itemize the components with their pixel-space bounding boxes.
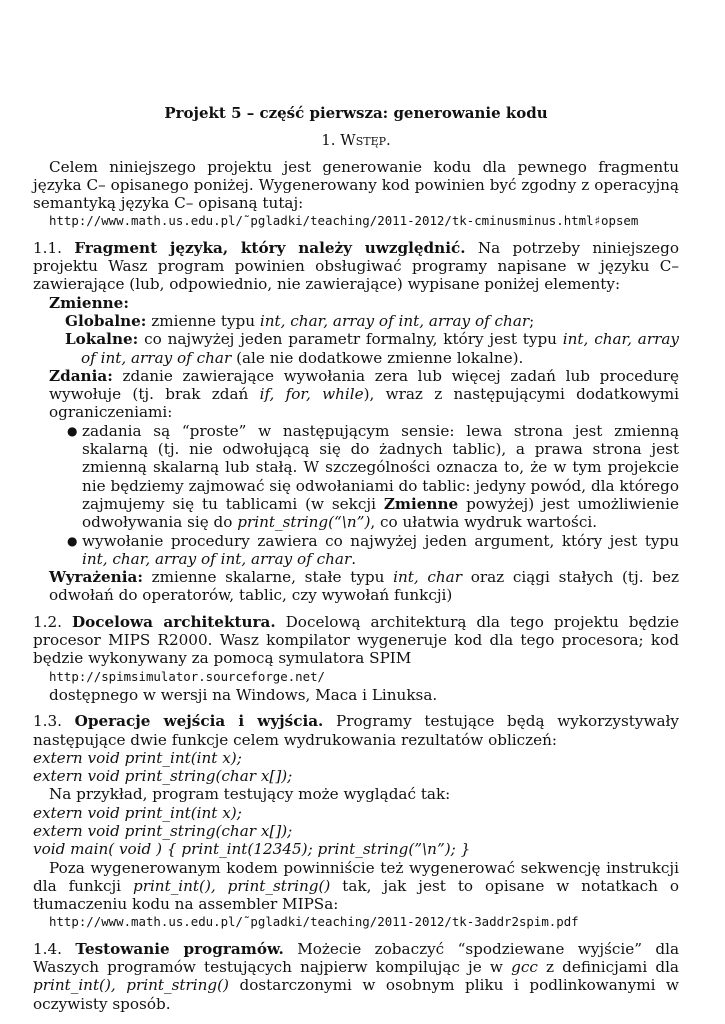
- code-line: void main( void ) { print_int(12345); print_string(”\n”); }: [33, 840, 471, 859]
- function-names: print_int(), print_string(): [33, 976, 229, 995]
- wyrazenia-text: zmienne skalarne, stałe typu: [151, 568, 385, 587]
- subsection-heading: Operacje wejścia i wyjścia.: [74, 712, 324, 731]
- subsection-text: z definicjami dla: [546, 958, 679, 977]
- wyrazenia-text-end: oraz ciągi stałych (tj. bez odwołań do operatorów, tablic, czy wywołań funkcji): [49, 568, 679, 605]
- subsection-number: 1.2.: [33, 612, 62, 631]
- lokalne-text: co najwyżej jeden parametr formalny, który jest typu: [144, 330, 557, 349]
- wyrazenia-item: [33, 568, 679, 605]
- url-3addr2spim: http://www.math.us.edu.pl/˜pgladki/teaching/2011-2012/tk-3addr2spim.pdf: [49, 914, 579, 930]
- bullet-icon: ●: [67, 423, 78, 438]
- zdania-text-end: ), wraz z następującymi dodatkowymi ograniczeniami:: [49, 385, 679, 422]
- bullet-text: wywołanie procedury zawiera co najwyżej jeden argument, który jest typu: [82, 531, 679, 550]
- bullet-text: , co ułatwia wydruk wartości.: [370, 513, 598, 532]
- subsection-heading: Fragment języka, który należy uwzględnić.: [74, 238, 466, 257]
- bullet-text: .: [351, 549, 357, 568]
- globalne-types: int, char, array of int, array of char: [259, 311, 530, 330]
- globalne-end: ;: [529, 311, 535, 330]
- bullet-item: [67, 421, 680, 532]
- section-heading-wstep: [33, 131, 679, 149]
- bullet-bold-ref: Zmienne: [383, 494, 459, 513]
- spim-availability: dostępnego w wersji na Windows, Maca i Linuksa.: [49, 685, 438, 704]
- zdania-item: [33, 367, 679, 422]
- section-name: Wstęp.: [340, 131, 391, 150]
- bullet-item: [67, 531, 679, 569]
- mips-notes-paragraph: [33, 859, 679, 914]
- lokalne-end: (ale nie dodatkowe zmienne lokalne).: [236, 348, 524, 367]
- zdania-bullet-list: [33, 422, 679, 568]
- code-line: extern void print_int(int x);: [33, 748, 242, 767]
- code-line: extern void print_string(char x[]);: [33, 767, 293, 786]
- wyrazenia-types: int, char: [393, 568, 462, 587]
- bullet-types: int, char, array of int, array of char: [82, 549, 352, 568]
- paragraph-text: Poza wygenerowanym kodem powinniście też wygenerować sekwencję instrukcji dla funkcji: [33, 858, 679, 895]
- subsection-text: Programy testujące będą wykorzystywały następujące dwie funkcje celem wydrukowania rezultatów obliczeń:: [33, 712, 680, 749]
- lokalne-item: [33, 330, 679, 367]
- subsection-heading: Testowanie programów.: [75, 939, 284, 958]
- zdania-text: zdanie zawierające wywołania zera lub więcej zadań lub procedurę wywołuje (tj. brak zdań: [49, 366, 679, 404]
- paragraph-text: tak, jak jest to opisane w notatkach o tłumaczeniu kodu na assembler MIPSa:: [33, 876, 680, 914]
- lokalne-label: Lokalne:: [65, 330, 139, 349]
- subsection-text: dostarczonymi w osobnym pliku i podlinkowanymi w oczywisty sposób.: [33, 976, 680, 1013]
- page-title: Projekt 5 – część pierwsza: generowanie kodu: [164, 104, 548, 122]
- code-line: extern void print_string(char x[]);: [33, 821, 293, 840]
- globalne-label: Globalne:: [65, 311, 147, 330]
- wyrazenia-label: Wyrażenia:: [49, 568, 143, 587]
- zmienne-label: Zmienne:: [49, 293, 129, 312]
- url-opsem: http://www.math.us.edu.pl/˜pgladki/teaching/2011-2012/tk-cminusminus.html♯opsem: [49, 213, 639, 229]
- subsection-number: 1.1.: [33, 238, 62, 257]
- globalne-text: zmienne typu: [151, 311, 256, 330]
- subsection-1-1: [33, 239, 679, 294]
- zdania-label: Zdania:: [49, 366, 113, 385]
- code-line: extern void print_int(int x);: [33, 803, 242, 822]
- subsection-number: 1.3.: [33, 712, 62, 731]
- example-intro: Na przykład, program testujący może wyglądać tak:: [49, 785, 451, 804]
- subsection-text: Docelową architekturą dla tego projektu będzie procesor MIPS R2000. Wasz kompilator wygeneruje kod dla tego procesora; kod będzie wykonywany za pomocą symulatora SPIM: [33, 612, 679, 668]
- bullet-text: zadania są “proste” w następującym sensie: lewa strona jest zmienną skalarną (tj. nie odwołującą się do żadnych tablic), a prawa strona jest zmienną skalarną lub stałą. W szczególności oznacza to, że w tym projekcie nie będziemy zajmować się odwołaniami do tablic: jedyny powód, dla którego zajmujemy się tu tablicami (w sekcji: [82, 421, 679, 513]
- bullet-icon: ●: [67, 533, 78, 548]
- function-name: print_string(): [227, 876, 331, 895]
- subsection-text: Możecie zobaczyć “spodziewane wyjście” dla Waszych programów testujących najpierw kompilując je w: [33, 939, 680, 977]
- subsection-text: Na potrzeby niniejszego projektu Wasz program powinien obsługiwać programy napisane w języku C– zawierające (lub, odpowiednio, nie zawierające) wypisane poniżej elementy:: [33, 238, 679, 294]
- subsection-number: 1.4.: [33, 939, 62, 958]
- subsection-heading: Docelowa architektura.: [71, 612, 276, 631]
- subsection-1-3: [33, 712, 679, 749]
- globalne-item: [33, 312, 679, 330]
- function-name: print_int(),: [132, 876, 216, 895]
- zdania-keywords: if, for, while: [259, 385, 364, 404]
- subsection-1-2: [33, 613, 679, 668]
- intro-paragraph: Celem niniejszego projektu jest generowanie kodu dla pewnego fragmentu języka C– opisanego poniżej. Wygenerowany kod powinien być zgodny z operacyjną semantyką języka C– opisaną tutaj:: [33, 157, 679, 213]
- bullet-text: powyżej) jest umożliwienie odwoływania się do: [82, 494, 680, 532]
- lokalne-types: int, char, array of int, array of char: [81, 330, 679, 367]
- gcc-name: gcc: [511, 958, 538, 977]
- subsection-1-4: [33, 940, 679, 1013]
- url-spim: http://spimsimulator.sourceforge.net/: [49, 668, 326, 684]
- section-number: 1.: [321, 131, 336, 150]
- bullet-code: print_string(“\n”): [237, 513, 371, 532]
